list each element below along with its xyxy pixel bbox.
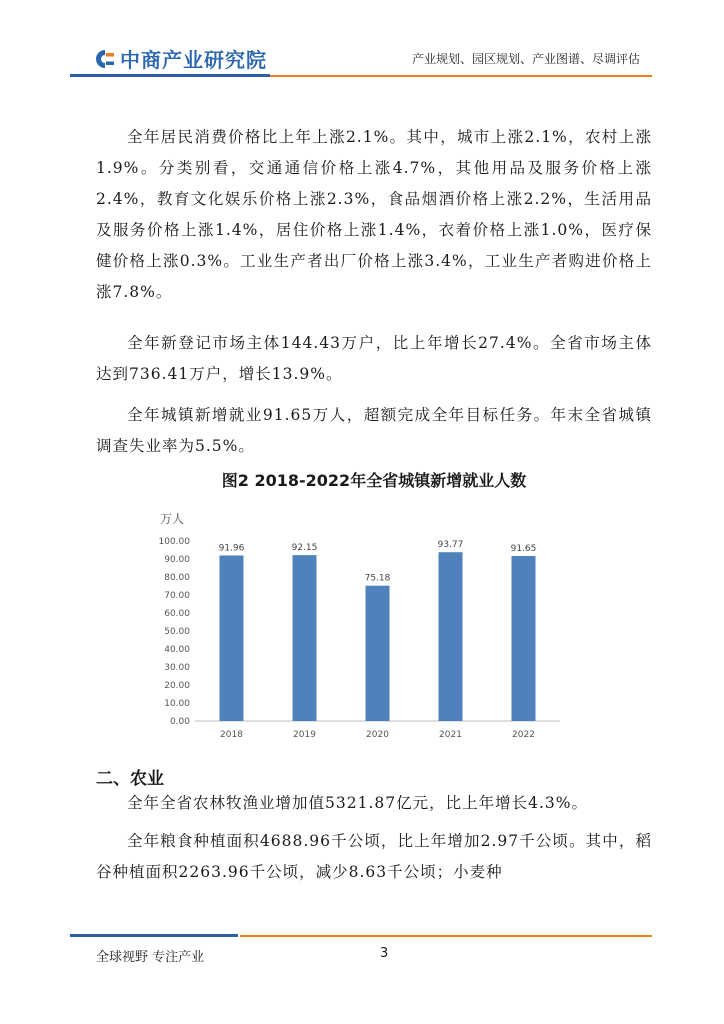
x-tick-label: 2021: [439, 730, 462, 740]
y-tick-label: 10.00: [164, 699, 190, 709]
logo-text: 中商产业研究院: [120, 48, 267, 72]
header-tagline: 产业规划、园区规划、产业图谱、尽调评估: [411, 52, 640, 66]
company-logo-icon: [94, 48, 116, 70]
paragraph-employment: 全年城镇新增就业91.65万人，超额完成全年目标任务。年末全省城镇调查失业率为5.5%。: [96, 406, 652, 455]
header-logo: [94, 44, 267, 73]
x-tick-label: 2019: [293, 730, 316, 740]
paragraph-market-entities: 全年新登记市场主体144.43万户，比上年增长27.4%。全省市场主体达到736.41万户，增长13.9%。: [96, 334, 652, 383]
y-tick-label: 90.00: [164, 555, 190, 565]
bar: [366, 586, 390, 721]
bar-value-label: 75.18: [364, 573, 391, 584]
footer-divider-blue: [70, 934, 238, 937]
bar: [512, 556, 536, 721]
paragraph-consumer-prices: 全年居民消费价格比上年上涨2.1%。其中，城市上涨2.1%，农村上涨1.9%。分类别看，交通通信价格上涨4.7%，其他用品及服务价格上涨2.4%，教育文化娱乐价格上涨2.3%，食品烟酒价格上涨2.2%，生活用品及服务价格上涨1.4%，居住价格上涨1.4%，衣着价格上涨1.0%，医疗保健价格上涨0.3%。工业生产者出厂价格上涨3.4%，工业生产者购进价格上涨7.8%。: [96, 128, 652, 301]
bar-value-label: 91.96: [218, 543, 245, 554]
y-tick-label: 70.00: [164, 591, 190, 601]
y-tick-label: 50.00: [164, 627, 190, 637]
footer-divider-orange: [240, 935, 652, 937]
y-axis-label: 万人: [160, 512, 185, 526]
bar-value-label: 91.65: [510, 544, 537, 555]
bar-value-label: 92.15: [291, 543, 318, 554]
y-tick-label: 80.00: [164, 573, 190, 583]
x-tick-label: 2018: [220, 730, 243, 740]
bar: [439, 552, 463, 721]
y-tick-label: 40.00: [164, 645, 190, 655]
y-tick-label: 100.00: [158, 537, 190, 547]
footer-slogan: 全球视野 专注产业: [96, 950, 205, 965]
bar: [293, 555, 317, 721]
paragraph-grain-area: 全年粮食种植面积4688.96千公顷，比上年增加2.97千公顷。其中，稻谷种植面积2263.96千公顷，减少8.63千公顷；小麦种: [96, 832, 652, 881]
y-tick-label: 20.00: [164, 681, 190, 691]
x-tick-label: 2022: [512, 730, 535, 740]
header-divider-orange: [270, 75, 652, 77]
y-tick-label: 0.00: [169, 717, 190, 727]
section-heading-agriculture: 二、农业: [96, 769, 164, 789]
y-tick-label: 60.00: [164, 609, 190, 619]
header-divider-blue: [70, 74, 270, 77]
page-number: 3: [380, 946, 389, 961]
bar-value-label: 93.77: [437, 540, 464, 551]
x-tick-label: 2020: [366, 730, 389, 740]
employment-bar-chart: [150, 505, 570, 745]
y-tick-label: 30.00: [164, 663, 190, 673]
paragraph-agri-value: 全年全省农林牧渔业增加值5321.87亿元，比上年增长4.3%。: [127, 794, 588, 812]
bar: [220, 555, 244, 721]
figure-title: 图2 2018-2022年全省城镇新增就业人数: [221, 471, 527, 490]
